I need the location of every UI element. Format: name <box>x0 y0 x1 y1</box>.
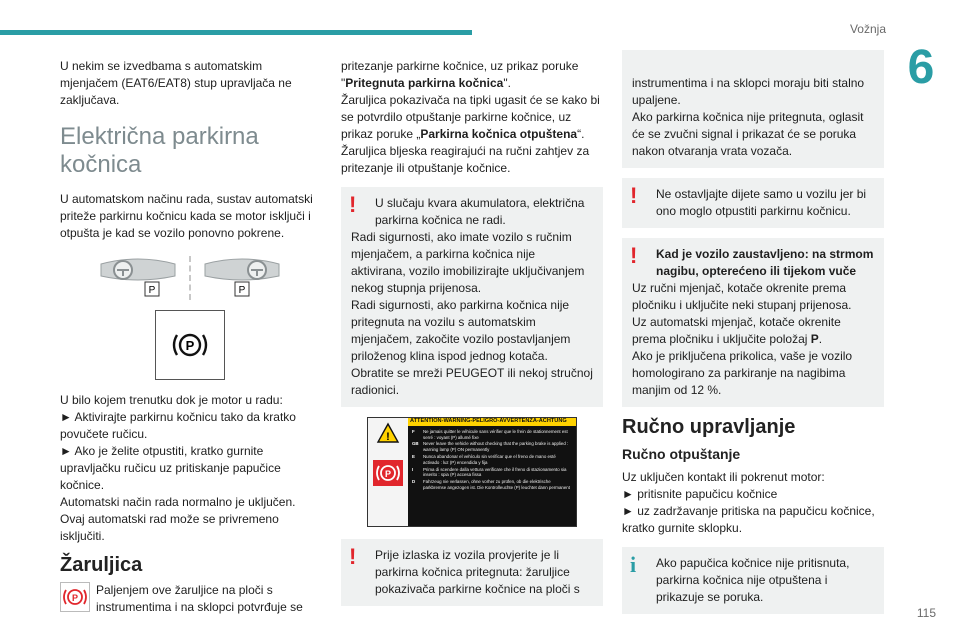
instruction-line: Automatski način rada normalno je uključen. <box>60 495 296 509</box>
svg-text:P: P <box>185 338 195 353</box>
warning-triangle-icon <box>376 422 400 444</box>
instruction-line: ► Ako je želite otpustiti, kratko gurnite upravljačku ručicu uz pritiskanje papučice kočnice. <box>60 444 281 492</box>
warning-lamp-row <box>60 582 320 616</box>
column-2 <box>341 58 603 616</box>
parking-brake-lever-icon <box>93 256 183 300</box>
paragraph-brake-applied-message: pritezanje parkirne kočnice, uz prikaz poruke "Pritegnuta parkirna kočnica". <box>341 59 579 90</box>
paragraph-steering-lock: U nekim se izvedbama s automatskim mjenjačem (EAT6/EAT8) stup upravljača ne zaključava. <box>60 59 292 107</box>
column-3 <box>622 50 884 624</box>
heading-electric-parking-brake: Električna parkirna kočnica <box>60 123 259 178</box>
page-number: 115 <box>916 606 936 620</box>
heading-warning-lamp: Žaruljica <box>60 554 143 576</box>
warning-box-before-exit <box>341 539 603 606</box>
svg-text:!: ! <box>386 431 390 443</box>
column-1 <box>60 58 320 616</box>
warning-exclamation-icon: ! <box>630 183 638 208</box>
warning-sticker-row: GB Never leave the vehicle without checking that the parking brake is applied : warning lamp (P) ON permanently <box>412 441 569 453</box>
chapter-number: 6 <box>907 41 935 94</box>
warning-exclamation-icon: ! <box>630 243 638 268</box>
warning-sticker-symbols <box>368 418 408 526</box>
parking-brake-lever-figure <box>60 256 320 300</box>
header-accent-bar <box>0 30 472 35</box>
section-title: Vožnja <box>849 22 886 36</box>
warning-exclamation-icon: ! <box>349 544 357 569</box>
warning-sticker-image <box>367 417 577 527</box>
heading-manual-release: Ručno otpuštanje <box>622 446 741 462</box>
warning-text: Ako je priključena prikolica, vaše je vozilo homologirano za parkiranje na nagibima manjim od 12 %. <box>632 349 853 397</box>
svg-text:P: P <box>148 285 156 296</box>
warning-sticker-row: D Fahrzeug nie verlassen, ohne vorher zu prüfen, ob die elektrische parkbremse angezogen ist. Die Kontrolleuchte (P) leuchtet dann permanent <box>412 479 570 490</box>
instruction-line: Ovaj automatski rad može se privremeno isključiti. <box>60 512 279 543</box>
svg-text:P: P <box>71 593 79 603</box>
warning-box-battery <box>341 187 603 407</box>
parking-brake-button-figure <box>155 310 225 380</box>
parking-brake-warning-lamp-figure <box>60 582 90 612</box>
warning-exclamation-icon: ! <box>349 192 357 217</box>
warning-sticker-row: E Nunca abandonar el vehículo sin verificar que el freno de mano esté activado : luz (P) encendida y fija <box>412 453 556 465</box>
parking-brake-warning-lamp-icon <box>62 586 88 608</box>
info-text: Ako papučica kočnice nije pritisnuta, parkirna kočnica nije otpuštena i prikazuje se poruka. <box>656 556 850 604</box>
instruction-line: ► Aktivirajte parkirnu kočnicu tako da kratko povučete ručicu. <box>60 410 296 441</box>
warning-sticker-row: F Ne jamais quitter le véhicule sans vérifier que le frein de stationnement est serré : voyant (P) allumé fixe <box>412 428 568 440</box>
paragraph-lamp-flashing: Žaruljica bljeska reagirajući na ručni zahtjev za pritezanje ili otpuštanje kočnice. <box>341 144 590 175</box>
info-box-brake-pedal <box>622 547 884 614</box>
parking-brake-lever-icon <box>197 256 287 300</box>
figure-divider <box>189 256 191 300</box>
heading-manual-operation: Ručno upravljanje <box>622 416 796 438</box>
svg-text:P: P <box>238 285 246 296</box>
warning-text: Radi sigurnosti, ako parkirna kočnica nije pritegnuta na vozilu s automatskim mjenjačem, zakočite vozilo postavljanjem priloženog klina ispod jednog kotača. <box>351 298 571 363</box>
warning-text: U slučaju kvara akumulatora, električna parkirna kočnica ne radi. <box>375 196 585 227</box>
instruction-line: U bilo kojem trenutku dok je motor u radu: <box>60 393 283 407</box>
warning-sticker-header: ATTENTION-WARNING-PELIGRO-AVVERTENZA-ACHTUNG <box>408 418 576 426</box>
warning-title: Kad je vozilo zaustavljeno: na strmom nagibu, opterećeno ili tijekom vuče <box>656 247 874 278</box>
parking-brake-warning-lamp-icon <box>373 460 403 486</box>
warning-text: Obratite se mreži PEUGEOT ili nekoj stručnoj radionici. <box>351 366 593 397</box>
warning-sticker-row: I Prima di scendere dalla vettura verificare che il freno di stazionamento sia inserito : spia (P) accesa fissa <box>412 466 567 478</box>
warning-sticker-text <box>408 418 576 526</box>
info-icon: i <box>630 552 637 577</box>
parking-brake-button-icon <box>170 330 210 360</box>
release-step: ► pritisnite papučicu kočnice <box>622 487 778 501</box>
paragraph-auto-mode: U automatskom načinu rada, sustav automatski priteže parkirnu kočnicu kada se motor isključi i otpušta je kad se vozilo ponovno pokrene. <box>60 192 313 240</box>
warning-box-child <box>622 178 884 228</box>
paragraph-brake-released-message: Žaruljica pokazivača na tipki ugasit će se kako bi se potvrdilo otpuštanje parkirne kočnice, uz prikaz poruke „Parkirna kočnica otpuštena“. <box>341 93 600 141</box>
warning-box-continued <box>622 50 884 168</box>
release-step: ► uz zadržavanje pritiska na papučicu kočnice, kratko gurnite sklopku. <box>622 504 875 535</box>
warning-text: instrumentima i na sklopci moraju biti stalno upaljene. Ako parkirna kočnica nije pritegnuta, oglasit će se zvučni signal i prikazat će se poruka nakon otvaranja vrata vozača. <box>632 76 865 158</box>
warning-lamp-text: Paljenjem ove žaruljice na ploči s instrumentima i na sklopci potvrđuje se <box>96 583 303 614</box>
release-step: Uz uključen kontakt ili pokrenut motor: <box>622 470 825 484</box>
warning-text: Ne ostavljajte dijete samo u vozilu jer bi ono moglo otpustiti parkirnu kočnicu. <box>656 187 867 218</box>
warning-text: Radi sigurnosti, ako imate vozilo s ručnim mjenjačem, a parkirna kočnica nije aktivirana, vozilo imobilizirajte uključivanjem nekog stupnja prijenosa. <box>351 230 585 295</box>
warning-text: Prije izlaska iz vozila provjerite je li parkirna kočnica pritegnuta: žaruljice pokazivača parkirne kočnice na ploči s <box>375 548 580 596</box>
svg-text:P: P <box>384 469 392 479</box>
warning-text: Uz automatski mjenjač, kotače okrenite prema pločniku i uključite položaj P. <box>632 315 841 346</box>
warning-box-slope <box>622 238 884 407</box>
warning-text: Uz ručni mjenjač, kotače okrenite prema pločniku i uključite neki stupanj prijenosa. <box>632 281 852 312</box>
